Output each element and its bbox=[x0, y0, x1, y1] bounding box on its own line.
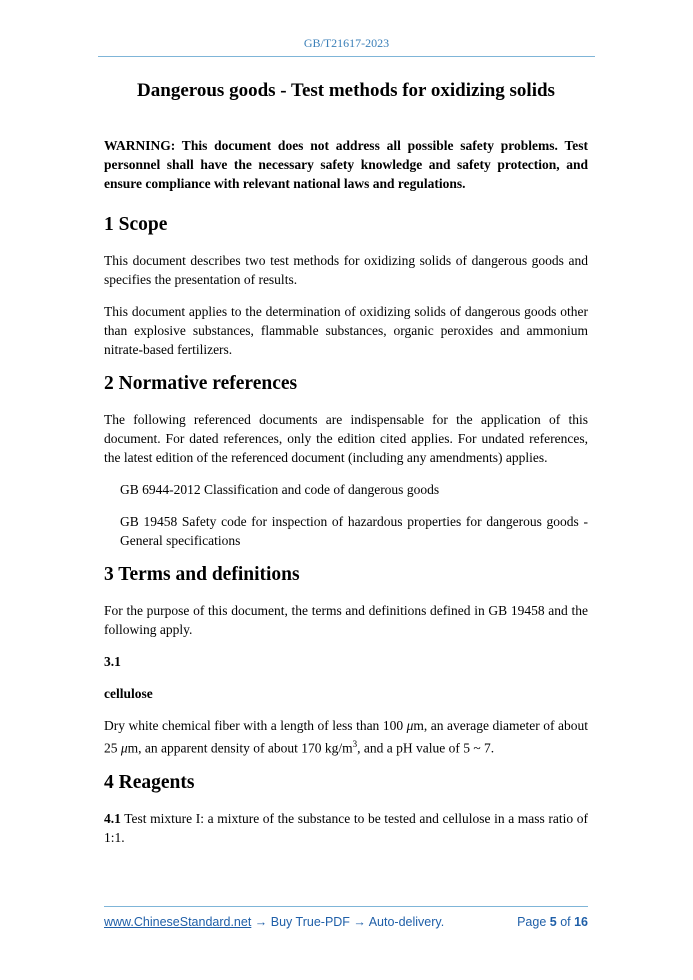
website-link[interactable]: www.ChineseStandard.net bbox=[104, 915, 252, 929]
footer-promo: www.ChineseStandard.net → Buy True-PDF → Auto-delivery. bbox=[104, 915, 445, 929]
paragraph: For the purpose of this document, the terms and definitions defined in GB 19458 and the following apply. bbox=[104, 603, 588, 637]
document-title: Dangerous goods - Test methods for oxidizing solids bbox=[137, 80, 555, 101]
section-heading-scope: 1 Scope bbox=[104, 214, 168, 235]
paragraph: The following referenced documents are indispensable for the application of this document. For dated references, only the edition cited applies. For undated references, the latest edition of the referenced document (including any amendments) applies. bbox=[104, 412, 588, 465]
warning-paragraph: WARNING: This document does not address all possible safety problems. Test personnel shall have the necessary safety knowledge and safety protection, and ensure compliance with relevant national laws and regulations. bbox=[104, 138, 588, 191]
section-heading-reagents: 4 Reagents bbox=[104, 771, 195, 793]
paragraph: This document describes two test methods for oxidizing solids of dangerous goods and specifies the presentation of results. bbox=[104, 253, 588, 287]
page-header bbox=[98, 30, 595, 57]
current-page: 5 bbox=[549, 915, 557, 929]
page-indicator: Page 5 of 16 bbox=[517, 915, 588, 929]
section-heading-terms: 3 Terms and definitions bbox=[104, 564, 300, 585]
term-name: cellulose bbox=[104, 686, 153, 701]
document-body bbox=[104, 80, 588, 860]
section-heading-normative-references: 2 Normative references bbox=[104, 373, 298, 394]
term-number: 3.1 bbox=[104, 654, 121, 669]
reference-item: GB 19458 Safety code for inspection of hazardous properties for dangerous goods - General specifications bbox=[120, 514, 588, 548]
paragraph: This document applies to the determination of oxidizing solids of dangerous goods other than explosive substances, flammable substances, organic peroxides and ammonium nitrate-based fertilizers. bbox=[104, 304, 588, 357]
page-footer bbox=[104, 906, 588, 929]
reference-item: GB 6944-2012 Classification and code of dangerous goods bbox=[120, 482, 440, 497]
document-code: GB/T21617-2023 bbox=[303, 36, 390, 50]
term-definition: Dry white chemical fiber with a length of less than 100 μm, an average diameter of about 25 μm, an apparent density of about 170 $kg/m^3$, and a pH value of 5 ~ 7. bbox=[104, 718, 588, 756]
clause-number: 4.1 bbox=[104, 810, 121, 826]
total-pages: 16 bbox=[574, 915, 588, 929]
reagent-item: 4.1 Test mixture I: a mixture of the substance to be tested and cellulose in a mass ratio of 1:1. bbox=[104, 810, 588, 845]
